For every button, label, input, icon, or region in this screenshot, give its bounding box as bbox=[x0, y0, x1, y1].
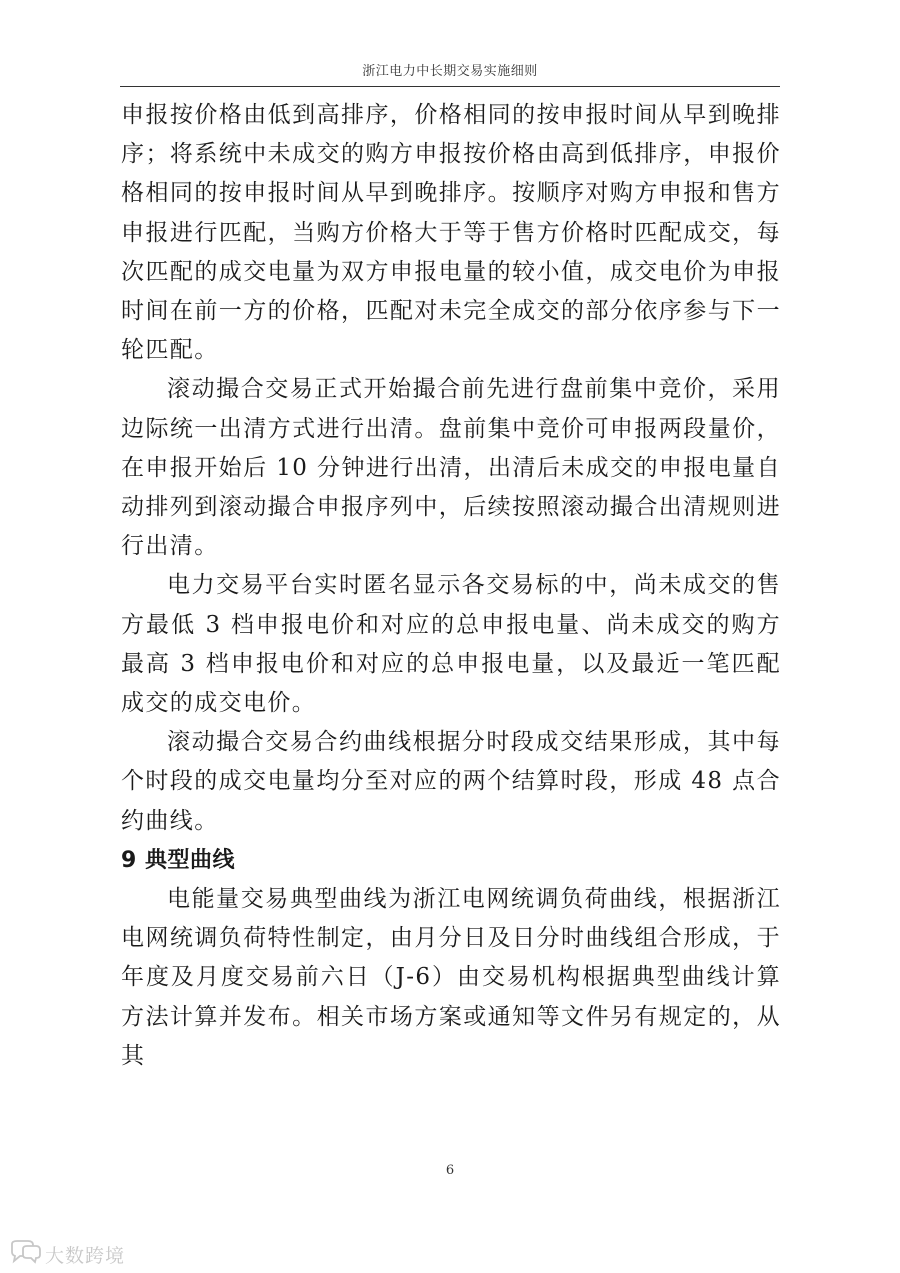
paragraph-anonymous-display: 电力交易平台实时匿名显示各交易标的中，尚未成交的售方最低 3 档申报电价和对应的总申报电量、尚未成交的购方最高 3 档申报电价和对应的总申报电量，以及最近一笔匹配成交的成交电价。 bbox=[121, 572, 781, 717]
chat-bubble-logo-icon bbox=[8, 1240, 42, 1268]
paragraph-pre-auction: 滚动撮合交易正式开始撮合前先进行盘前集中竞价，采用边际统一出清方式进行出清。盘前集中竞价可申报两段量价，在申报开始后 10 分钟进行出清，出清后未成交的申报电量自动排列到滚动撮合申报序列中，后续按照滚动撮合出清规则进行出清。 bbox=[121, 376, 781, 560]
watermark-text: 大数跨境 bbox=[45, 1244, 126, 1267]
paragraph-continued: 申报按价格由低到高排序，价格相同的按申报时间从早到晚排序；将系统中未成交的购方申报按价格由高到低排序，申报价格相同的按申报时间从早到晚排序。按顺序对购方申报和售方申报进行匹配，当购方价格大于等于售方价格时匹配成交，每次匹配的成交电量为双方申报电量的较小值，成交电价为申报时间在前一方的价格，匹配对未完全成交的部分依序参与下一轮匹配。 bbox=[121, 102, 781, 364]
paragraph-typical-curve: 电能量交易典型曲线为浙江电网统调负荷曲线，根据浙江电网统调负荷特性制定，由月分日及日分时曲线组合形成，于年度及月度交易前六日（J-6）由交易机构根据典型曲线计算方法计算并发布。相关市场方案或通知等文件另有规定的，从其 bbox=[121, 886, 781, 1069]
paragraph-contract-curve: 滚动撮合交易合约曲线根据分时段成交结果形成，其中每个时段的成交电量均分至对应的两个结算时段，形成 48 点合约曲线。 bbox=[121, 729, 781, 834]
header-title: 浙江电力中长期交易实施细则 bbox=[362, 64, 538, 79]
section-heading: 9 典型曲线 bbox=[121, 847, 235, 873]
page-number: 6 bbox=[445, 1163, 455, 1178]
document-body bbox=[121, 96, 781, 1076]
page-header bbox=[120, 58, 780, 87]
watermark bbox=[8, 1240, 125, 1268]
